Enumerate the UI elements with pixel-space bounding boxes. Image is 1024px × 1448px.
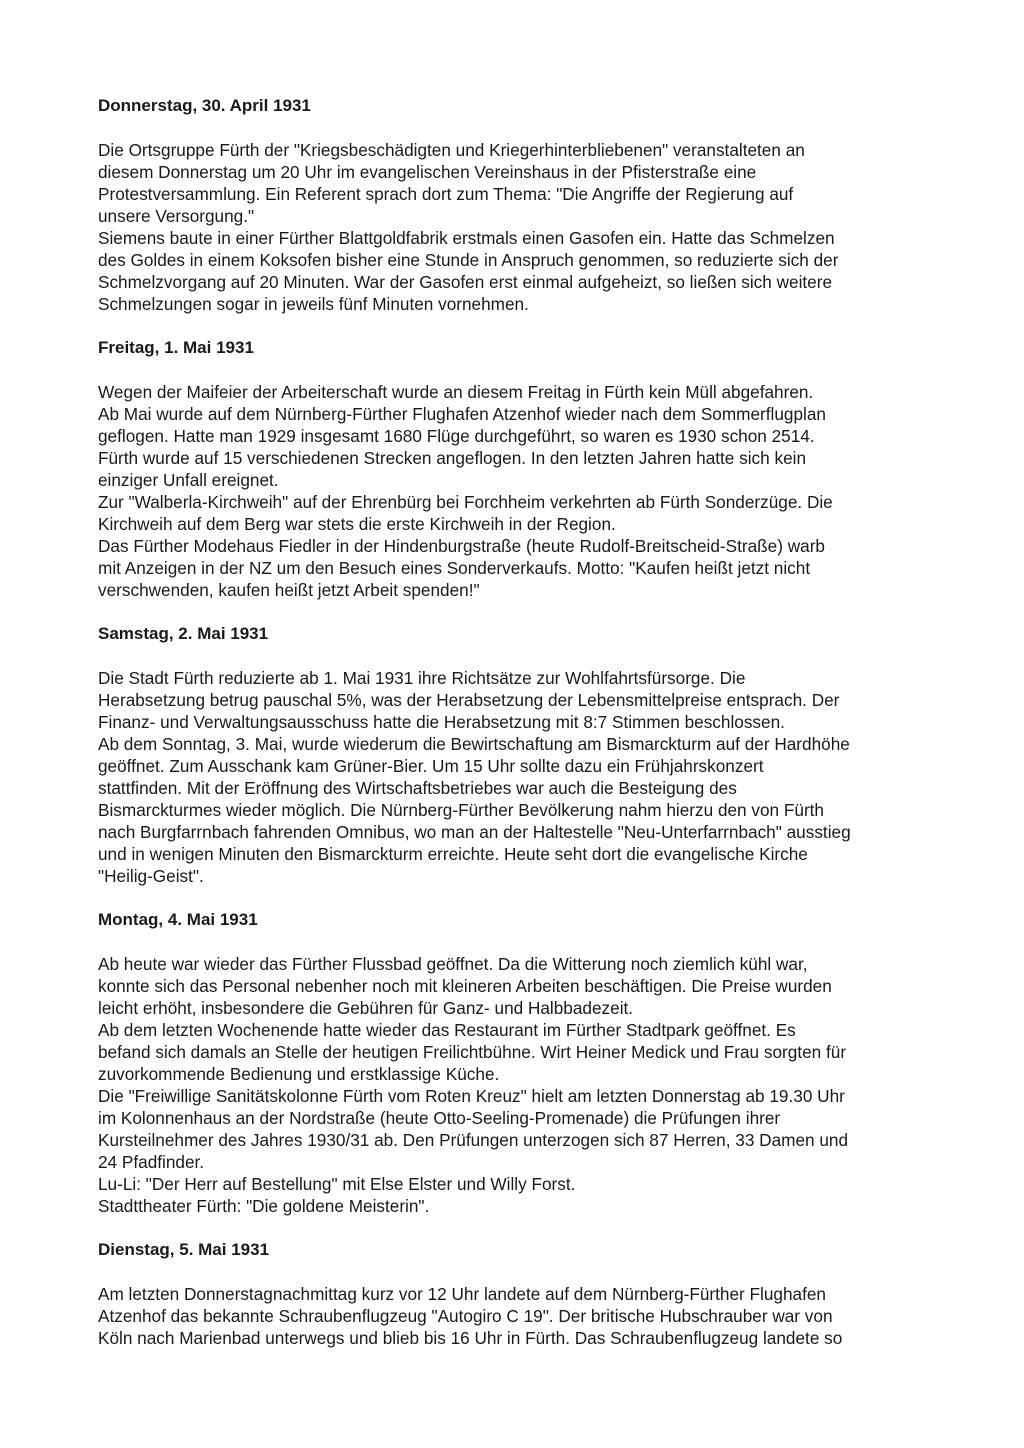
entry-paragraph: Die Ortsgruppe Fürth der "Kriegsbeschädigten und Kriegerhinterbliebenen" veranstalteten an diesem Donnerstag um 20 Uhr im evangelischen Vereinshaus in der Pfisterstraße eine Protestversammlung. Ein Referent sprach dort zum Thema: "Die Angriffe der Regierung auf unsere Versorgung." [98,140,805,226]
entry [98,337,930,601]
entry-paragraph: Die "Freiwillige Sanitätskolonne Fürth vom Roten Kreuz" hielt am letzten Donnerstag ab 19.30 Uhr im Kolonnenhaus an der Nordstraße (heute Otto-Seeling-Promenade) die Prüfungen ihrer Kursteilnehmer des Jahres 1930/31 ab. Den Prüfungen unterzogen sich 87 Herren, 33 Damen und 24 Pfadfinder. [98,1086,849,1172]
entry-date-heading: Donnerstag, 30. April 1931 [98,96,311,115]
entry [98,623,930,887]
entry [98,1239,930,1349]
entry-paragraph: Ab dem letzten Wochenende hatte wieder das Restaurant im Fürther Stadtpark geöffnet. Es befand sich damals an Stelle der heutigen Freilichtbühne. Wirt Heiner Medick und Frau sorgten für zuvorkommende Bedienung und erstklassige Küche. [98,1020,847,1084]
entry-paragraph: Stadttheater Fürth: "Die goldene Meisterin". [98,1196,430,1216]
entry-paragraph: Das Fürther Modehaus Fiedler in der Hindenburgstraße (heute Rudolf-Breitscheid-Straße) warb mit Anzeigen in der NZ um den Besuch eines Sonderverkaufs. Motto: "Kaufen heißt jetzt nicht verschwenden, kaufen heißt jetzt Arbeit spenden!" [98,536,825,600]
entry-body [98,139,930,315]
entry-paragraph: Wegen der Maifeier der Arbeiterschaft wurde an diesem Freitag in Fürth kein Müll abgefahren. [98,382,814,402]
entry-date-heading: Samstag, 2. Mai 1931 [98,624,269,643]
entry-body [98,667,930,887]
entry-body [98,953,930,1217]
entry-body [98,1283,930,1349]
entry-paragraph: Die Stadt Fürth reduzierte ab 1. Mai 1931 ihre Richtsätze zur Wohlfahrtsfürsorge. Die Herabsetzung betrug pauschal 5%, was der Herabsetzung der Lebensmittelpreise entsprach. Der Finanz- und Verwaltungsausschuss hatte die Herabsetzung mit 8:7 Stimmen beschlossen. [98,668,840,732]
entry-paragraph: Zur "Walberla-Kirchweih" auf der Ehrenbürg bei Forchheim verkehrten ab Fürth Sonderzüge. Die Kirchweih auf dem Berg war stets die erste Kirchweih in der Region. [98,492,833,534]
entry [98,95,930,315]
entry [98,909,930,1217]
entry-paragraph: Ab heute war wieder das Fürther Flussbad geöffnet. Da die Witterung noch ziemlich kühl war, konnte sich das Personal nebenher noch mit kleineren Arbeiten beschäftigen. Die Preise wurden leicht erhöht, insbesondere die Gebühren für Ganz- und Halbbadezeit. [98,954,832,1018]
entry-paragraph: Am letzten Donnerstagnachmittag kurz vor 12 Uhr landete auf dem Nürnberg-Fürther Flughafen Atzenhof das bekannte Schraubenflugzeug "Autogiro C 19". Der britische Hubschrauber war von Köln nach Marienbad unterwegs und blieb bis 16 Uhr in Fürth. Das Schraubenflugzeug landete so [98,1284,843,1348]
document-page [98,95,930,1371]
entry-paragraph: Siemens baute in einer Fürther Blattgoldfabrik erstmals einen Gasofen ein. Hatte das Schmelzen des Goldes in einem Koksofen bisher eine Stunde in Anspruch genommen, so reduzierte sich der Schmelzvorgang auf 20 Minuten. War der Gasofen erst einmal aufgeheizt, so ließen sich weitere Schmelzungen sogar in jeweils fünf Minuten vornehmen. [98,228,839,314]
entry-body [98,381,930,601]
entry-paragraph: Ab dem Sonntag, 3. Mai, wurde wiederum die Bewirtschaftung am Bismarckturm auf der Hardhöhe geöffnet. Zum Ausschank kam Grüner-Bier. Um 15 Uhr sollte dazu ein Frühjahrskonzert stattfinden. Mit der Eröffnung des Wirtschaftsbetriebes war auch die Besteigung des Bismarckturmes wieder möglich. Die Nürnberg-Fürther Bevölkerung nahm hierzu den von Fürth nach Burgfarrnbach fahrenden Omnibus, wo man an der Haltestelle "Neu-Unterfarrnbach" ausstieg und in wenigen Minuten den Bismarckturm erreichte. Heute seht dort die evangelische Kirche "Heilig-Geist". [98,734,851,886]
entry-date-heading: Montag, 4. Mai 1931 [98,910,258,929]
entry-paragraph: Lu-Li: "Der Herr auf Bestellung" mit Else Elster und Willy Forst. [98,1174,576,1194]
entry-paragraph: Ab Mai wurde auf dem Nürnberg-Fürther Flughafen Atzenhof wieder nach dem Sommerflugplan geflogen. Hatte man 1929 insgesamt 1680 Flüge durchgeführt, so waren es 1930 schon 2514. Fürth wurde auf 15 verschiedenen Strecken angeflogen. In den letzten Jahren hatte sich kein einziger Unfall ereignet. [98,404,826,490]
entry-date-heading: Dienstag, 5. Mai 1931 [98,1240,270,1259]
entry-date-heading: Freitag, 1. Mai 1931 [98,338,254,357]
